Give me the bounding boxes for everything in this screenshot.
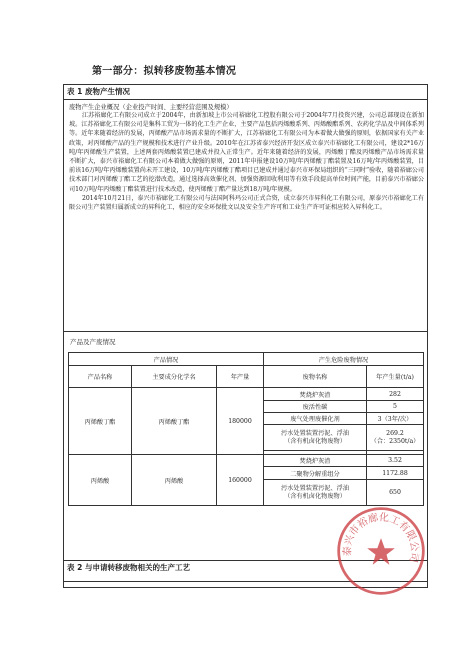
col-header-waste-name: 废物名称 bbox=[264, 366, 367, 388]
annual-output-cell: 160000 bbox=[217, 455, 264, 506]
waste-amount-cell: 5 bbox=[367, 401, 424, 413]
waste-amount-cell: 3.52 bbox=[367, 455, 424, 467]
table1-heading: 表 1 废物产生情况 bbox=[64, 85, 427, 100]
main-component-cell: 丙烯酸丁酯 bbox=[132, 388, 217, 455]
waste-name-cell: 废活性碳 bbox=[264, 401, 367, 413]
overview-label: 废物产生企业概况（企业投产时间、主要经营范围及规模） bbox=[69, 104, 233, 111]
table3-heading: 表 2 与申请转移废物相关的生产工艺 bbox=[67, 563, 190, 572]
main-component-cell: 丙烯酸 bbox=[132, 455, 217, 506]
waste-amount-cell: 650 bbox=[367, 480, 424, 506]
seal-star-icon bbox=[367, 538, 395, 565]
overview-paragraph-1: 江苏裕廊化工有限公司成立于2004年，由新加坡上市公司裕廊化工控股有限公司于2004年7月投资兴建，公司总部现设在新加坡。江苏裕廊化工有限公司是集科工贸为一体的化工生产企业，主要产品包括丙烯酸系列、丙烯酸酯系列、农药化学品及中间体系列等。近年来随着经济的发展，丙烯酸产品市场需求量的不断扩大，江苏裕廊化工有限公司为本着做大做强的原则，依据国家有关产业政策，对丙烯酸产品的生产规模和技术进行产业升级。2010年在江苏省泰兴经济开发区成立泰兴市裕廊化工有限公司，建设2*16万吨/年丙烯酸生产装置，上述两套丙烯酸装置已建成并投入正常生产。近年来随着经济的发展，丙烯酸丁酯及丙烯酸产品市场需求量不断扩大，泰兴市裕廊化工有限公司本着做大做强的原则，2011年申报建设10万吨/年丙烯酸丁酯装置及16万吨/年丙烯酸装置，目前该16万吨/年丙烯酸装置尚未开工建设，10万吨/年丙烯酸丁酯项目已建成并通过泰兴市环保局组织的“三同时”验收，随着裕廊公司技术部门对丙烯酸丁酯工艺的挖潜改造，通过选择高效催化剂、加强资源回收利用等有效手段提高单位时间产能，目前泰兴市裕廊公司10万吨/年丙烯酸丁酯装置进行技术改造，使丙烯酸丁酯产量达到18万吨/年规模。 bbox=[69, 112, 424, 193]
part-title: 第一部分：拟转移废物基本情况 bbox=[92, 66, 237, 77]
company-seal bbox=[335, 505, 427, 597]
waste-amount-cell: 282 bbox=[367, 388, 424, 401]
waste-name-cell: 废气处理废催化剂 bbox=[264, 413, 367, 425]
col-header-annual-waste: 年产生量(t/a) bbox=[367, 366, 424, 388]
waste-name-cell: 污水处置装置污泥、浮油 （含有机卤化物废物） bbox=[264, 425, 367, 451]
waste-name-cell: 二聚物分解重组分 bbox=[264, 467, 367, 480]
group-header-waste: 产生危险废物情况 bbox=[264, 353, 424, 366]
waste-name-cell: 焚烧炉灰渣 bbox=[264, 455, 367, 467]
waste-amount-cell: 269.2 （合：2350t/a） bbox=[367, 425, 424, 451]
waste-name-cell: 焚烧炉灰渣 bbox=[264, 388, 367, 401]
col-header-main-component: 主要成分化学名 bbox=[132, 366, 217, 388]
table-row bbox=[69, 388, 424, 401]
col-header-product-name: 产品名称 bbox=[69, 366, 132, 388]
product-name-cell: 丙烯酸 bbox=[69, 455, 132, 506]
seal-text: 泰兴市裕廊化工有限公司 bbox=[342, 512, 420, 564]
table-row bbox=[69, 455, 424, 467]
table1-box bbox=[63, 84, 428, 332]
products-section-label: 产品及产废情况 bbox=[70, 338, 116, 346]
product-name-cell: 丙烯酸丁酯 bbox=[69, 388, 132, 455]
col-header-annual-output: 年产量 bbox=[217, 366, 264, 388]
group-header-products: 产品情况 bbox=[69, 353, 264, 366]
products-waste-table bbox=[68, 352, 424, 506]
overview-paragraph-2: 2014年10月21日，泰兴市裕廊化工有限公司与法国阿科玛公司正式合资，成立泰兴市昇科化工有限公司，原泰兴市裕廊化工有限公司生产装置归属新成立的昇科化工，相应的安全环保批文以及安全生产许可和工业生产许可证相应转入昇科化工。 bbox=[69, 194, 424, 212]
waste-amount-cell: 1172.88 bbox=[367, 467, 424, 480]
waste-amount-cell: 3（3年/次） bbox=[367, 413, 424, 425]
annual-output-cell: 180000 bbox=[217, 388, 264, 455]
waste-name-cell: 污水处置装置污泥、浮油 （含有机卤化物废物） bbox=[264, 480, 367, 506]
